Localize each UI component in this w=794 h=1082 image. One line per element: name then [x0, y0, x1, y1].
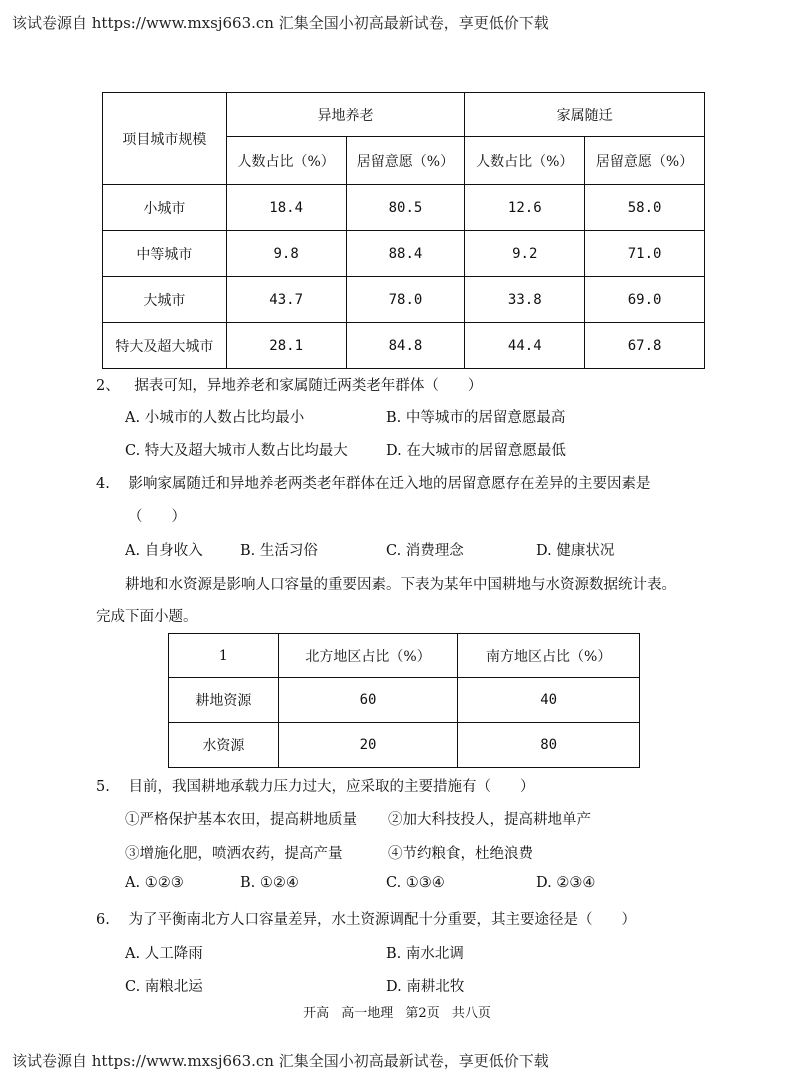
- option-a: A. 小城市的人数占比均最小: [125, 410, 305, 426]
- option-d: D. ②③④: [536, 875, 596, 891]
- table-cell: 69.0: [585, 277, 705, 323]
- table-cell: 44.4: [465, 323, 585, 369]
- intro-line-1: 耕地和水资源是影响人口容量的重要因素。下表为某年中国耕地与水资源数据统计表。: [125, 577, 676, 593]
- option-a: A. 人工降雨: [125, 946, 203, 962]
- table-row: [169, 678, 640, 723]
- option-b: B. 生活习俗: [240, 543, 318, 559]
- question-stem: 目前，我国耕地承载力压力过大，应采取的主要措施有（ ）: [128, 779, 535, 795]
- table-cell: 84.8: [346, 323, 465, 369]
- question-number: 4.: [96, 476, 110, 492]
- table-cell: 18.4: [226, 185, 346, 231]
- table-cell: 43.7: [226, 277, 346, 323]
- row-label: 特大及超大城市: [103, 323, 227, 369]
- table-cell: 20: [278, 723, 458, 768]
- question-stem: 据表可知，异地养老和家属随迁两类老年群体（ ）: [134, 378, 483, 394]
- table-cell: 67.8: [585, 323, 705, 369]
- row-label: 耕地资源: [169, 678, 279, 723]
- corner-header: 项目城市规模: [103, 93, 227, 185]
- question-5: [96, 775, 534, 796]
- option-a: A. ①②③: [125, 875, 184, 891]
- col-header-north: 北方地区占比（%）: [278, 634, 458, 678]
- question-2: [96, 374, 482, 395]
- option-b: B. 中等城市的居留意愿最高: [386, 410, 566, 426]
- table-row: [103, 231, 705, 277]
- group-header-family-following: 家属随迁: [465, 93, 705, 137]
- option-d: D. 健康状况: [536, 543, 615, 559]
- table-row: [103, 185, 705, 231]
- question-6: [96, 908, 636, 929]
- table-cell: 28.1: [226, 323, 346, 369]
- land-water-table: [168, 633, 640, 768]
- option-d: D. 在大城市的居留意愿最低: [386, 443, 566, 459]
- option-c: C. ①③④: [386, 875, 445, 891]
- row-label: 小城市: [103, 185, 227, 231]
- group-header-elderly-migration: 异地养老: [226, 93, 465, 137]
- table-cell: 12.6: [465, 185, 585, 231]
- col-header: 人数占比（%）: [226, 137, 346, 185]
- statement-3: ③增施化肥，喷洒农药，提高产量: [125, 846, 343, 862]
- table-cell: 9.8: [226, 231, 346, 277]
- option-c: C. 消费理念: [386, 543, 464, 559]
- table-cell: 80: [458, 723, 640, 768]
- table-row: [169, 723, 640, 768]
- question-4: [96, 472, 650, 493]
- table-row: [103, 277, 705, 323]
- question-stem: 影响家属随迁和异地养老两类老年群体在迁入地的居留意愿存在差异的主要因素是: [128, 476, 651, 492]
- answer-blank: （ ）: [128, 509, 186, 525]
- col-header: 居留意愿（%）: [585, 137, 705, 185]
- option-c: C. 特大及超大城市人数占比均最大: [125, 443, 348, 459]
- table-row: [103, 323, 705, 369]
- option-b: B. 南水北调: [386, 946, 464, 962]
- table-cell: 33.8: [465, 277, 585, 323]
- question-stem: 为了平衡南北方人口容量差异，水土资源调配十分重要，其主要途径是（ ）: [128, 912, 636, 928]
- page-footer: 开高 高一地理 第2页 共八页: [303, 1006, 491, 1021]
- table-cell: 58.0: [585, 185, 705, 231]
- intro-line-2: 完成下面小题。: [96, 609, 198, 625]
- table-cell: 9.2: [465, 231, 585, 277]
- source-footer: 该试卷源自 https://www.mxsj663.cn 汇集全国小初高最新试卷，享更低价下载: [12, 1052, 549, 1070]
- row-label: 水资源: [169, 723, 279, 768]
- question-number: 2、: [96, 378, 120, 394]
- col-header: 居留意愿（%）: [346, 137, 465, 185]
- table-cell: 88.4: [346, 231, 465, 277]
- row-label: 大城市: [103, 277, 227, 323]
- source-header: 该试卷源自 https://www.mxsj663.cn 汇集全国小初高最新试卷，享更低价下载: [12, 14, 549, 32]
- option-c: C. 南粮北运: [125, 979, 203, 995]
- col-header-south: 南方地区占比（%）: [458, 634, 640, 678]
- city-scale-table: [102, 92, 705, 369]
- corner-header: 1: [169, 634, 279, 678]
- option-a: A. 自身收入: [125, 543, 203, 559]
- statement-1: ①严格保护基本农田，提高耕地质量: [125, 812, 357, 828]
- statement-4: ④节约粮食，杜绝浪费: [388, 846, 533, 862]
- statement-2: ②加大科技投人，提高耕地单产: [388, 812, 591, 828]
- question-number: 5.: [96, 779, 110, 795]
- question-number: 6.: [96, 912, 110, 928]
- row-label: 中等城市: [103, 231, 227, 277]
- table-cell: 40: [458, 678, 640, 723]
- option-b: B. ①②④: [240, 875, 299, 891]
- option-d: D. 南耕北牧: [386, 979, 465, 995]
- table-cell: 71.0: [585, 231, 705, 277]
- table-cell: 78.0: [346, 277, 465, 323]
- col-header: 人数占比（%）: [465, 137, 585, 185]
- table-cell: 80.5: [346, 185, 465, 231]
- table-cell: 60: [278, 678, 458, 723]
